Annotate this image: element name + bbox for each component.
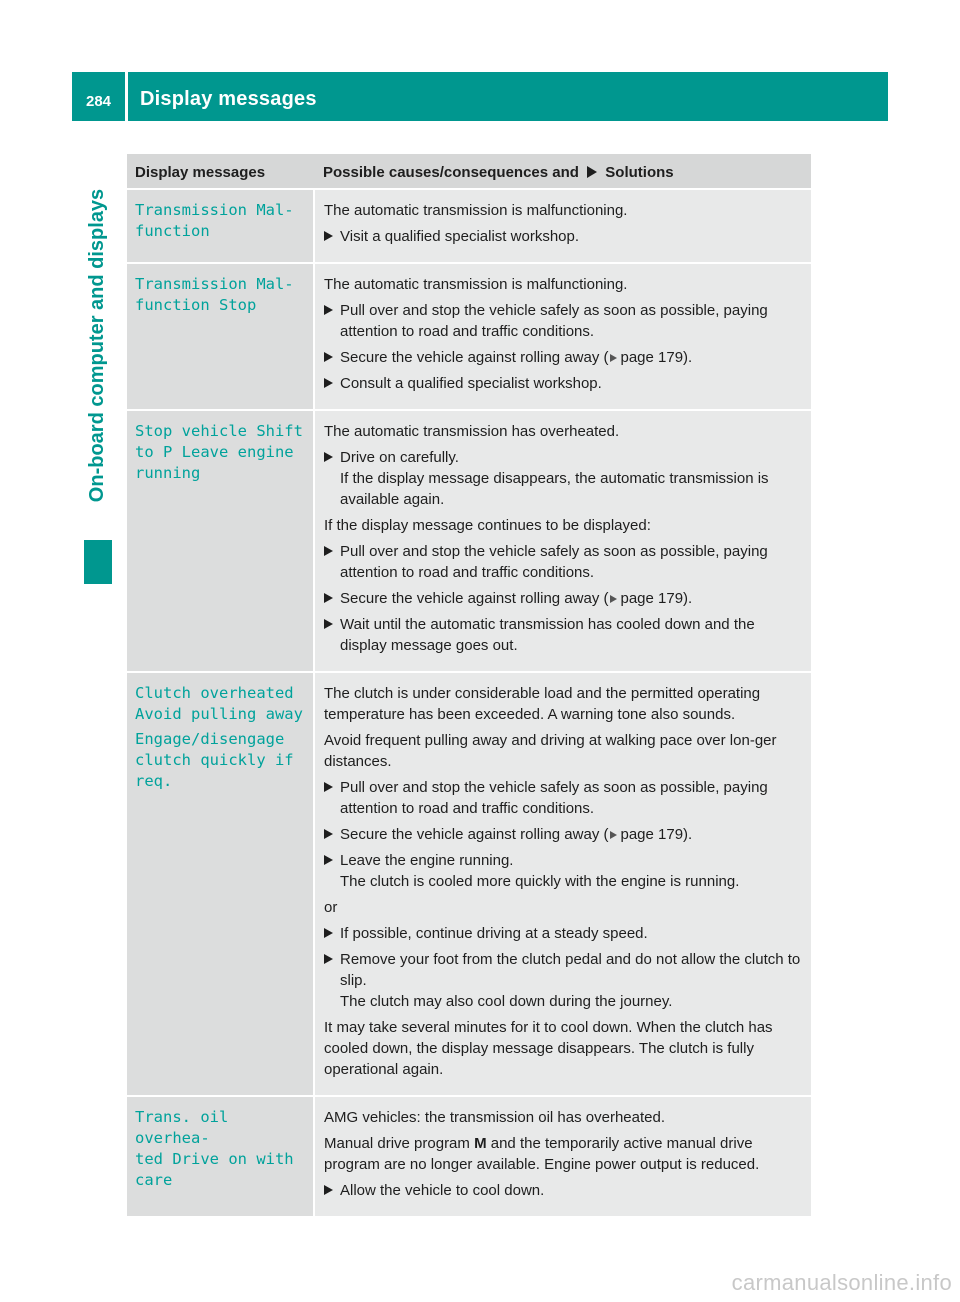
- step-text: Secure the vehicle against rolling away (: [340, 590, 609, 607]
- description-text: It may take several minutes for it to cool down. When the clutch has cooled down, the display message disappears. The clutch is fully operational again.: [324, 1019, 773, 1078]
- action-step: [324, 447, 805, 510]
- step-arrow-icon: [324, 231, 333, 241]
- display-message-text: Transmission Mal- function: [135, 201, 294, 240]
- step-result-text: The clutch is cooled more quickly with the engine is running.: [340, 873, 740, 890]
- step-text: Pull over and stop the vehicle safely as soon as possible, paying attention to road and traffic conditions.: [340, 302, 768, 340]
- display-message-text: Clutch overheated Avoid pulling away: [135, 684, 303, 723]
- action-step: [324, 949, 805, 1012]
- step-arrow-icon: [324, 928, 333, 938]
- action-step: [324, 300, 805, 342]
- column-header-solutions-text: Solutions: [605, 164, 674, 181]
- step-text: Allow the vehicle to cool down.: [340, 1182, 545, 1199]
- step-arrow-icon: [324, 378, 333, 388]
- action-step: [324, 777, 805, 819]
- action-step: [324, 347, 805, 368]
- column-header-causes-solutions: [314, 154, 811, 189]
- description-text: The automatic transmission is malfunctioning.: [324, 202, 628, 219]
- action-step: [324, 588, 805, 609]
- page-reference-icon: [610, 595, 617, 603]
- display-message-cell: [127, 263, 314, 410]
- action-step: [324, 1180, 805, 1201]
- display-messages-table: [127, 154, 811, 1218]
- watermark: carmanualsonline.info: [731, 1270, 952, 1295]
- action-step: [324, 824, 805, 845]
- description-text: The automatic transmission is malfunctioning.: [324, 276, 628, 293]
- display-message-cell: [127, 410, 314, 672]
- display-message-cell: [127, 672, 314, 1096]
- table-row: [127, 263, 811, 410]
- display-message-cell: [127, 189, 314, 263]
- step-arrow-icon: [324, 593, 333, 603]
- column-header-causes-text: Possible causes/consequences and: [323, 164, 579, 181]
- step-arrow-icon: [324, 352, 333, 362]
- table-row: [127, 672, 811, 1096]
- step-arrow-icon: [324, 452, 333, 462]
- causes-solutions-cell: [314, 672, 811, 1096]
- page-reference-link[interactable]: page 179).: [620, 349, 693, 366]
- table-row: [127, 189, 811, 263]
- description-text: AMG vehicles: the transmission oil has overheated.: [324, 1109, 665, 1126]
- causes-solutions-cell: [314, 1096, 811, 1217]
- step-text: Remove your foot from the clutch pedal and do not allow the clutch to slip.: [340, 951, 801, 989]
- step-arrow-icon: [324, 829, 333, 839]
- step-arrow-icon: [324, 954, 333, 964]
- action-step: [324, 226, 805, 247]
- display-message-cell: [127, 1096, 314, 1217]
- table-row: [127, 1096, 811, 1217]
- step-text: Visit a qualified specialist workshop.: [340, 228, 580, 245]
- step-arrow-icon: [324, 305, 333, 315]
- table-header-row: [127, 154, 811, 189]
- page-title: Display messages: [140, 88, 317, 110]
- page-reference-icon: [610, 354, 617, 362]
- action-step: [324, 850, 805, 892]
- step-text: Drive on carefully.: [340, 449, 459, 466]
- step-arrow-icon: [324, 855, 333, 865]
- display-message-text: Transmission Mal- function Stop: [135, 275, 294, 314]
- step-arrow-icon: [324, 546, 333, 556]
- column-header-display-messages: Display messages: [127, 154, 314, 189]
- display-message-text: Engage/disengage clutch quickly if req.: [135, 730, 294, 790]
- description-text: The clutch is under considerable load and the permitted operating temperature has been exceeded. A warning tone also sounds.: [324, 685, 761, 723]
- step-arrow-icon: [324, 1185, 333, 1195]
- action-step: [324, 541, 805, 583]
- drive-program-label: M: [474, 1135, 487, 1152]
- action-step: [324, 373, 805, 394]
- description-text: or: [324, 899, 338, 916]
- page-number: 284: [85, 93, 112, 110]
- page-reference-link[interactable]: page 179).: [620, 826, 693, 843]
- section-side-tab-label: On-board computer and displays: [86, 188, 109, 502]
- step-text: Pull over and stop the vehicle safely as soon as possible, paying attention to road and traffic conditions.: [340, 779, 768, 817]
- action-step: [324, 614, 805, 656]
- causes-solutions-cell: [314, 189, 811, 263]
- step-result-text: If the display message disappears, the automatic transmission is available again.: [340, 470, 769, 508]
- description-text: If the display message continues to be displayed:: [324, 517, 651, 534]
- description-text-part: and the temporarily active manual drive program are no longer available. Engine power output is reduced.: [324, 1135, 760, 1173]
- causes-solutions-cell: [314, 410, 811, 672]
- table-row: [127, 410, 811, 672]
- step-text: Pull over and stop the vehicle safely as soon as possible, paying attention to road and traffic conditions.: [340, 543, 768, 581]
- step-arrow-icon: [324, 782, 333, 792]
- solutions-arrow-icon: [587, 166, 597, 178]
- step-text: Wait until the automatic transmission has cooled down and the display message goes out.: [340, 616, 755, 654]
- description-text: [324, 1133, 805, 1175]
- step-text: Leave the engine running.: [340, 852, 514, 869]
- description-text-part: Manual drive program: [324, 1135, 475, 1152]
- step-text: Secure the vehicle against rolling away (: [340, 826, 609, 843]
- causes-solutions-cell: [314, 263, 811, 410]
- section-side-tab: [84, 160, 112, 530]
- step-text: Secure the vehicle against rolling away (: [340, 349, 609, 366]
- action-step: [324, 923, 805, 944]
- step-text: If possible, continue driving at a steady speed.: [340, 925, 648, 942]
- display-message-text: Trans. oil overhea- ted Drive on with care: [135, 1108, 294, 1189]
- description-text: Avoid frequent pulling away and driving at walking pace over lon-ger distances.: [324, 732, 777, 770]
- step-result-text: The clutch may also cool down during the journey.: [340, 993, 673, 1010]
- page-reference-icon: [610, 831, 617, 839]
- header-divider: [125, 72, 128, 121]
- display-message-text: Stop vehicle Shift to P Leave engine running: [135, 422, 303, 482]
- description-text: The automatic transmission has overheated.: [324, 423, 620, 440]
- section-side-marker: [84, 540, 112, 584]
- step-text: Consult a qualified specialist workshop.: [340, 375, 602, 392]
- page-reference-link[interactable]: page 179).: [620, 590, 693, 607]
- step-arrow-icon: [324, 619, 333, 629]
